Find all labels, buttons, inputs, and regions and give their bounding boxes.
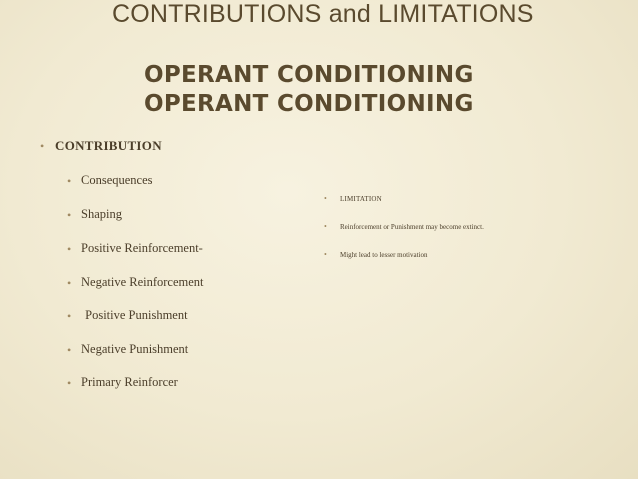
- bullet: •: [67, 309, 72, 323]
- bullet: •: [67, 343, 72, 357]
- title-line-2: OPERANT CONDITIONING: [144, 62, 474, 88]
- limitation-heading: LIMITATION: [340, 195, 382, 203]
- bullet: •: [324, 222, 327, 231]
- list-item: Primary Reinforcer: [81, 375, 178, 389]
- bullet: •: [67, 276, 72, 290]
- title-line-1: CONTRIBUTIONS and LIMITATIONS: [112, 0, 534, 28]
- bullet: •: [67, 242, 72, 256]
- bullet: •: [67, 174, 72, 188]
- bullet: •: [324, 194, 327, 203]
- list-item: Consequences: [81, 173, 153, 187]
- bullet: •: [40, 139, 45, 153]
- list-item: Reinforcement or Punishment may become extinct.: [340, 223, 484, 231]
- list-item: Positive Punishment: [82, 308, 188, 322]
- list-item: Shaping: [81, 207, 122, 221]
- title-line-3: OPERANT CONDITIONING: [144, 91, 474, 117]
- list-item: Negative Reinforcement: [81, 275, 204, 289]
- contribution-heading: CONTRIBUTION: [55, 138, 162, 153]
- bullet: •: [67, 376, 72, 390]
- list-item: Negative Punishment: [81, 342, 189, 356]
- list-item: Positive Reinforcement-: [81, 241, 203, 255]
- bullet: •: [324, 250, 327, 259]
- list-item: Might lead to lesser motivation: [340, 251, 428, 259]
- bullet: •: [67, 208, 72, 222]
